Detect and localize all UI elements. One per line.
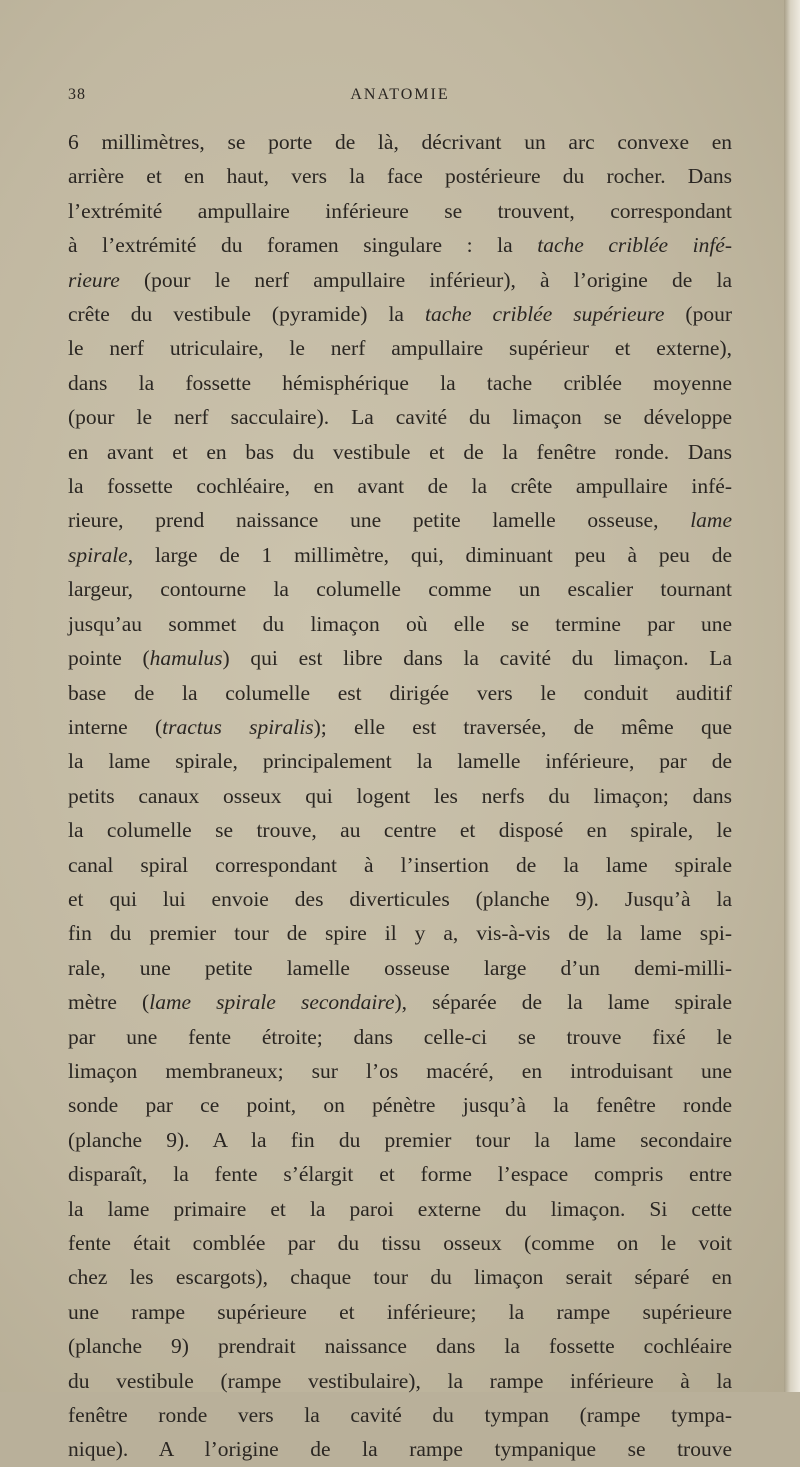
text-line	[68, 538, 732, 572]
page-header	[68, 86, 732, 112]
italic-term: spirale	[68, 542, 128, 567]
text-segment: fin du premier tour de spire il y a, vis-à-vis de la lame spi-	[68, 921, 732, 946]
text-segment: mètre (	[68, 990, 150, 1015]
text-line	[68, 951, 732, 985]
text-line	[68, 779, 732, 813]
text-segment: interne (	[68, 714, 163, 739]
text-segment: jusqu’au sommet du limaçon où elle se termine par une	[68, 611, 732, 636]
text-segment: la lame spirale, principalement la lamelle inférieure, par de	[68, 749, 732, 774]
text-line	[68, 159, 732, 193]
text-line	[68, 848, 732, 882]
text-segment: base de la columelle est dirigée vers le conduit auditif	[68, 680, 732, 705]
text-line	[68, 469, 732, 503]
text-segment: crête du vestibule (pyramide) la	[68, 302, 425, 327]
text-line	[68, 744, 732, 778]
text-line	[68, 607, 732, 641]
text-segment: une rampe supérieure et inférieure; la rampe supérieure	[68, 1299, 732, 1324]
text-segment: limaçon membraneux; sur l’os macéré, en introduisant une	[68, 1058, 732, 1083]
text-line	[68, 1157, 732, 1191]
text-segment: canal spiral correspondant à l’insertion de la lame spirale	[68, 852, 732, 877]
text-line	[68, 503, 732, 537]
text-line	[68, 1398, 732, 1432]
text-segment: disparaît, la fente s’élargit et forme l’espace compris entre	[68, 1162, 732, 1187]
text-segment: fenêtre ronde vers la cavité du tympan (rampe tympa-	[68, 1403, 732, 1428]
text-line	[68, 297, 732, 331]
text-segment: en avant et en bas du vestibule et de la fenêtre ronde. Dans	[68, 439, 732, 464]
text-segment: rale, une petite lamelle osseuse large d’un demi-milli-	[68, 955, 732, 980]
text-line	[68, 331, 732, 365]
text-line	[68, 1088, 732, 1122]
text-line	[68, 710, 732, 744]
page-edge	[784, 0, 800, 1392]
italic-term: hamulus	[149, 646, 223, 671]
text-segment: la lame primaire et la paroi externe du limaçon. Si cette	[68, 1196, 732, 1221]
text-segment: (planche 9). A la fin du premier tour la lame secondaire	[68, 1127, 732, 1152]
text-segment: la columelle se trouve, au centre et disposé en spirale, le	[68, 818, 732, 843]
text-line	[68, 435, 732, 469]
text-line	[68, 1192, 732, 1226]
text-line	[68, 366, 732, 400]
italic-term: tractus spiralis	[162, 714, 314, 739]
text-line	[68, 1295, 732, 1329]
text-segment: sonde par ce point, on pénètre jusqu’à la fenêtre ronde	[68, 1093, 732, 1118]
text-line	[68, 641, 732, 675]
text-segment: , large de 1 millimètre, qui, diminuant peu à peu de	[127, 542, 732, 567]
text-segment: nique). A l’origine de la rampe tympanique se trouve	[68, 1437, 732, 1462]
text-line	[68, 1226, 732, 1260]
text-line	[68, 1054, 732, 1088]
italic-term: lame spirale secondaire	[149, 990, 395, 1015]
text-line	[68, 676, 732, 710]
text-segment: 6 millimètres, se porte de là, décrivant un arc convexe en	[68, 130, 732, 154]
text-line	[68, 400, 732, 434]
text-line	[68, 882, 732, 916]
text-segment: arrière et en haut, vers la face postérieure du rocher. Dans	[68, 164, 732, 189]
text-line	[68, 228, 732, 262]
text-segment: l’extrémité ampullaire inférieure se trouvent, correspondant	[68, 198, 732, 223]
text-line	[68, 1260, 732, 1294]
text-line	[68, 1364, 732, 1398]
text-segment: ), séparée de la lame spirale	[394, 990, 732, 1015]
text-segment: (planche 9) prendrait naissance dans la fossette cochléaire	[68, 1334, 732, 1359]
text-segment: (pour le nerf sacculaire). La cavité du limaçon se développe	[68, 405, 732, 430]
text-line	[68, 194, 732, 228]
text-line	[68, 125, 732, 159]
text-segment: par une fente étroite; dans celle-ci se trouve fixé le	[68, 1024, 732, 1049]
text-segment: (pour le nerf ampullaire inférieur), à l’origine de la	[119, 267, 732, 292]
text-segment: chez les escargots), chaque tour du limaçon serait séparé en	[68, 1265, 732, 1290]
text-segment: pointe (	[68, 646, 150, 671]
text-line	[68, 916, 732, 950]
italic-term: lame	[690, 508, 732, 533]
text-segment: le nerf utriculaire, le nerf ampullaire supérieur et externe),	[68, 336, 732, 361]
text-segment: du vestibule (rampe vestibulaire), la rampe inférieure à la	[68, 1368, 732, 1393]
italic-term: rieure	[68, 267, 120, 292]
text-line	[68, 1329, 732, 1363]
text-line	[68, 1432, 732, 1466]
text-line	[68, 263, 732, 297]
text-segment: ); elle est traversée, de même que	[313, 714, 732, 739]
text-segment: (pour	[664, 302, 733, 327]
text-line	[68, 572, 732, 606]
text-line	[68, 985, 732, 1019]
text-segment: ) qui est libre dans la cavité du limaçon. La	[222, 646, 732, 671]
running-title: ANATOMIE	[350, 86, 450, 103]
text-segment: la fossette cochléaire, en avant de la crête ampullaire infé-	[68, 474, 732, 499]
text-segment: largeur, contourne la columelle comme un escalier tournant	[68, 577, 732, 602]
italic-term: tache criblée infé-	[537, 233, 732, 258]
italic-term: tache criblée supérieure	[424, 302, 665, 327]
page-number: 38	[68, 86, 86, 103]
text-line	[68, 1123, 732, 1157]
body-text	[68, 125, 732, 1467]
text-line	[68, 1020, 732, 1054]
text-segment: et qui lui envoie des diverticules (planche 9). Jusqu’à la	[68, 886, 732, 911]
text-segment: dans la fossette hémisphérique la tache criblée moyenne	[68, 370, 732, 395]
text-segment: à l’extrémité du foramen singulare : la	[68, 233, 538, 258]
text-segment: rieure, prend naissance une petite lamelle osseuse,	[68, 508, 691, 533]
text-segment: petits canaux osseux qui logent les nerfs du limaçon; dans	[68, 783, 732, 808]
text-line	[68, 813, 732, 847]
text-segment: fente était comblée par du tissu osseux (comme on le voit	[68, 1231, 732, 1255]
